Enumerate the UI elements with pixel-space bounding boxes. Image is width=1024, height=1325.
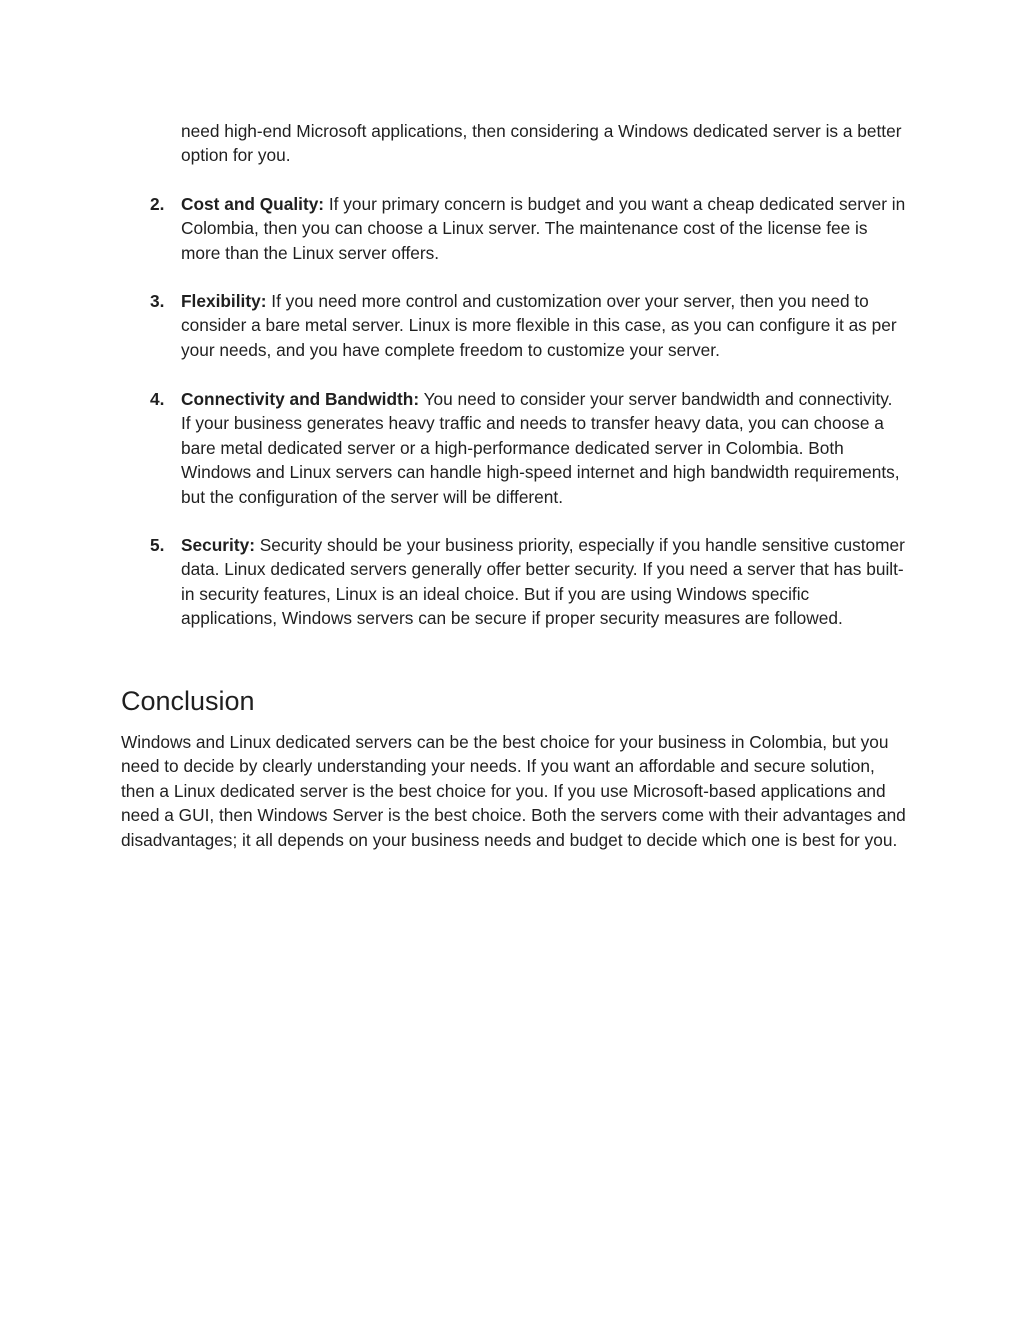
continuation-paragraph: need high-end Microsoft applications, then considering a Windows dedicated server is a better option for you.: [181, 121, 902, 166]
conclusion-paragraph: Windows and Linux dedicated servers can be the best choice for your business in Colombia, but you need to decide by clearly understanding your needs. If you want an affordable and secure solution, then a Linux dedicated server is the best choice for you. If you use Microsoft-based applications and need a GUI, then Windows Server is the best choice. Both the servers come with their advantages and disadvantages; it all depends on your business needs and budget to decide which one is best for you.: [121, 732, 906, 850]
list-item-title: Security:: [181, 535, 255, 555]
list-item-title: Cost and Quality:: [181, 194, 325, 214]
list-item-body: [181, 192, 906, 265]
list-item-text: If you need more control and customization over your server, then you need to consider a bare metal server. Linux is more flexible in this case, as you can configure it as per your needs, and you have complete freedom to customize your server.: [181, 291, 897, 360]
list-number: 4.: [150, 389, 165, 409]
list-item-body: [181, 533, 906, 631]
conclusion-heading: Conclusion: [121, 686, 255, 716]
list-item-title: Connectivity and Bandwidth:: [181, 389, 420, 409]
list-item-text: If your primary concern is budget and you want a cheap dedicated server in Colombia, then you can choose a Linux server. The maintenance cost of the license fee is more than the Linux server offers.: [181, 194, 906, 263]
list-item-body: [181, 289, 906, 362]
list-item-title: Flexibility:: [181, 291, 267, 311]
list-number: 5.: [150, 535, 165, 555]
list-number: 3.: [150, 291, 165, 311]
list-item-text: Security should be your business priority, especially if you handle sensitive customer data. Linux dedicated servers generally offer better security. If you need a server that has built-in security features, Linux is an ideal choice. But if you are using Windows specific applications, Windows servers can be secure if proper security measures are followed.: [181, 535, 905, 629]
list-item-text: You need to consider your server bandwidth and connectivity. If your business generates heavy traffic and needs to transfer heavy data, you can choose a bare metal dedicated server or a high-performance dedicated server in Colombia. Both Windows and Linux servers can handle high-speed internet and high bandwidth requirements, but the configuration of the server will be different.: [181, 389, 900, 507]
list-item-body: [181, 387, 906, 509]
list-number: 2.: [150, 194, 165, 214]
